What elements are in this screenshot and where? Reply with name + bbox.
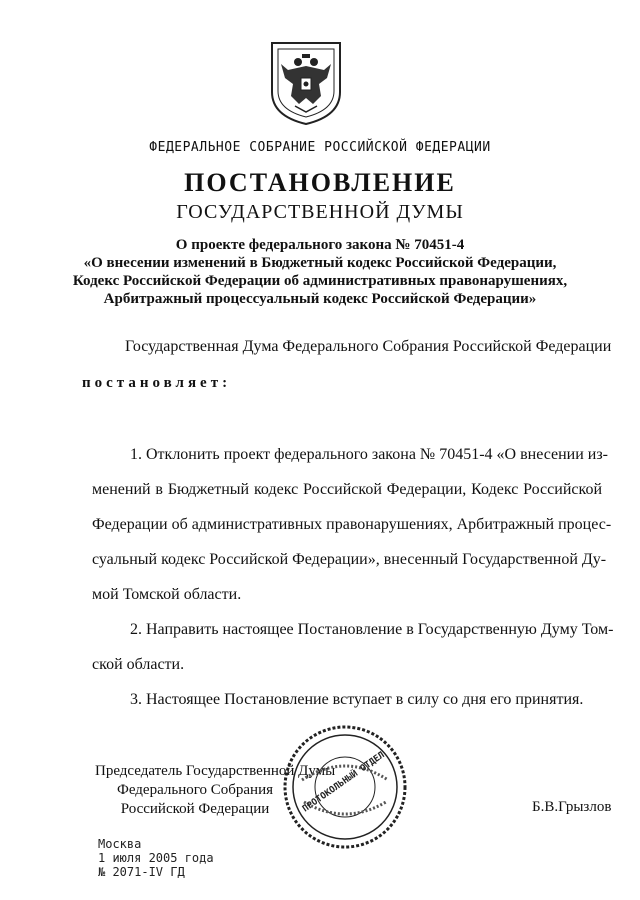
subject-line: О проекте федерального закона № 70451-4 [175, 237, 465, 253]
decree-word: постановляет: [82, 375, 232, 391]
item-2-line: 2. Направить настоящее Постановление в Государственную Думу Том- [130, 621, 614, 638]
item-2-line: ской области. [92, 656, 185, 673]
footer-number: № 2071-IV ГД [98, 865, 185, 879]
item-3-line: 3. Настоящее Постановление вступает в силу со дня его принятия. [130, 691, 584, 708]
round-seal-stamp-icon [280, 722, 410, 852]
stamp-text: ПРОТОКОЛЬНЫЙ ОТДЕЛ [301, 750, 387, 815]
footer-date: 1 июля 2005 года [98, 851, 214, 865]
signatory-title [95, 762, 336, 819]
russian-coat-of-arms-icon [269, 40, 343, 126]
signatory-title-line: Председатель Государственной Думы [95, 763, 336, 779]
item-1-line: Федерации об административных правонарушениях, Арбитражный процес- [92, 516, 612, 533]
document-registration [98, 837, 214, 879]
item-1-line: менений в Бюджетный кодекс Российской Федерации, Кодекс Российской [92, 481, 602, 498]
resolution-items [92, 437, 614, 717]
document-issuer: ГОСУДАРСТВЕННОЙ ДУМЫ [176, 201, 464, 223]
preamble-text: Государственная Дума Федерального Собрания Российской Федерации [125, 338, 612, 355]
item-1-line: суальный кодекс Российской Федерации», внесенный Государственной Ду- [92, 551, 607, 568]
item-1-line: 1. Отклонить проект федерального закона № 70451-4 «О внесении из- [130, 446, 608, 463]
signatory-title-line: Федерального Собрания [116, 782, 274, 798]
footer-city: Москва [98, 837, 142, 851]
parliament-name: ФЕДЕРАЛЬНОЕ СОБРАНИЕ РОССИЙСКОЙ ФЕДЕРАЦИИ [149, 140, 491, 155]
signatory-name: Б.В.Грызлов [532, 799, 612, 815]
item-1-line: мой Томской области. [92, 586, 242, 603]
document-type-title: ПОСТАНОВЛЕНИЕ [184, 168, 456, 197]
subject-line: Арбитражный процессуальный кодекс Российской Федерации» [103, 291, 537, 307]
document-subject [60, 236, 580, 308]
subject-line: Кодекс Российской Федерации об административных правонарушениях, [72, 273, 568, 289]
subject-line: «О внесении изменений в Бюджетный кодекс Российской Федерации, [83, 255, 557, 271]
signatory-title-line: Российской Федерации [120, 801, 270, 817]
